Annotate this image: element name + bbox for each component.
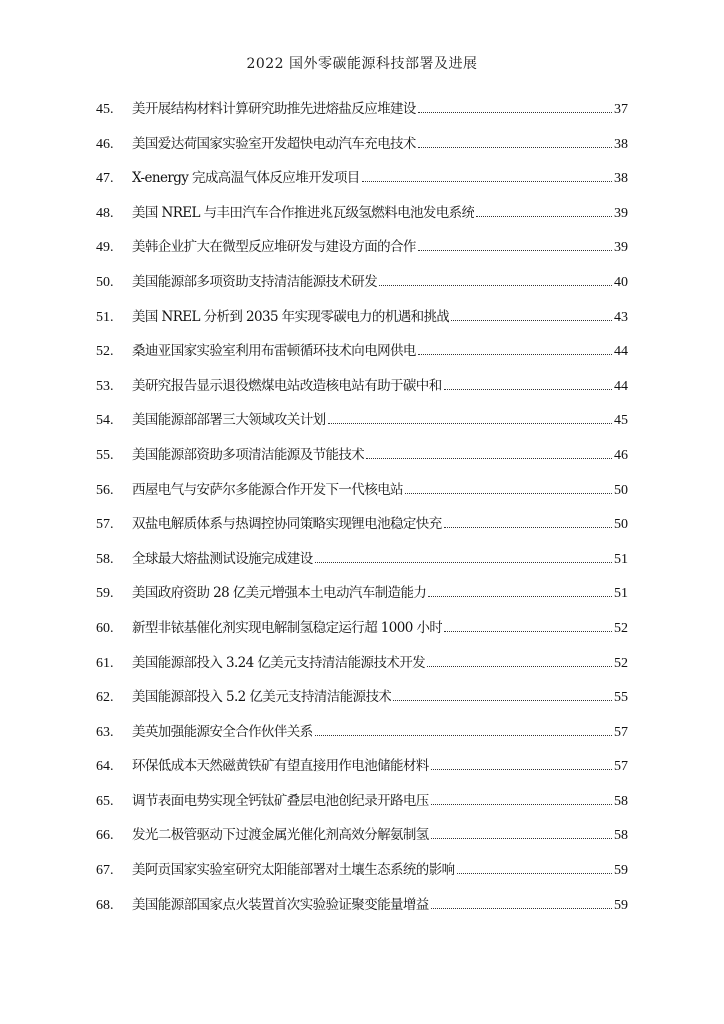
toc-entry-page-number: 40 bbox=[614, 274, 628, 290]
toc-entry-page-number: 59 bbox=[614, 897, 628, 913]
toc-entry-page-number: 50 bbox=[614, 517, 628, 533]
toc-entry[interactable] bbox=[96, 234, 628, 269]
toc-entry-page-number: 38 bbox=[614, 171, 628, 187]
toc-dot-leader bbox=[427, 666, 612, 667]
toc-entry-number: 60. bbox=[96, 620, 114, 636]
toc-entry[interactable] bbox=[96, 719, 628, 754]
toc-entry[interactable] bbox=[96, 580, 628, 615]
toc-entry-title: 美国能源部部署三大领域攻关计划 bbox=[132, 412, 326, 429]
toc-entry-page-number: 38 bbox=[614, 136, 628, 152]
toc-entry-title: 调节表面电势实现全钙钛矿叠层电池创纪录开路电压 bbox=[132, 792, 429, 809]
toc-dot-leader bbox=[444, 389, 612, 390]
toc-entry-number: 45. bbox=[96, 102, 114, 117]
toc-entry-page-number: 55 bbox=[614, 690, 628, 706]
toc-entry[interactable] bbox=[96, 442, 628, 477]
toc-entry-page-number: 58 bbox=[614, 828, 628, 844]
toc-entry-number: 49. bbox=[96, 240, 114, 256]
table-of-contents bbox=[96, 96, 628, 926]
toc-entry[interactable] bbox=[96, 96, 628, 131]
toc-dot-leader bbox=[379, 285, 612, 286]
toc-entry-page-number: 52 bbox=[614, 620, 628, 636]
toc-entry-title: 环保低成本天然磁黄铁矿有望直接用作电池储能材料 bbox=[132, 758, 429, 775]
toc-dot-leader bbox=[457, 873, 613, 874]
toc-entry[interactable] bbox=[96, 684, 628, 719]
toc-entry-number: 58. bbox=[96, 551, 114, 567]
toc-dot-leader bbox=[393, 700, 612, 701]
toc-dot-leader bbox=[451, 320, 612, 321]
toc-entry-number: 59. bbox=[96, 586, 114, 602]
toc-dot-leader bbox=[328, 423, 613, 424]
toc-dot-leader bbox=[431, 769, 612, 770]
toc-entry-page-number: 57 bbox=[614, 759, 628, 775]
toc-dot-leader bbox=[431, 804, 612, 805]
toc-entry-page-number: 44 bbox=[614, 378, 628, 394]
toc-entry-number: 62. bbox=[96, 690, 114, 706]
toc-dot-leader bbox=[418, 250, 612, 251]
toc-entry-number: 52. bbox=[96, 344, 114, 360]
toc-entry-page-number: 37 bbox=[614, 102, 628, 117]
toc-entry-page-number: 44 bbox=[614, 344, 628, 360]
toc-entry[interactable] bbox=[96, 407, 628, 442]
toc-entry[interactable] bbox=[96, 615, 628, 650]
toc-entry-title: 全球最大熔盐测试设施完成建设 bbox=[132, 550, 313, 567]
toc-entry-title: 美韩企业扩大在微型反应堆研发与建设方面的合作 bbox=[132, 239, 416, 256]
toc-entry-title: 新型非铱基催化剂实现电解制氢稳定运行超 1000 小时 bbox=[132, 619, 443, 636]
toc-entry[interactable] bbox=[96, 753, 628, 788]
toc-entry-page-number: 51 bbox=[614, 586, 628, 602]
toc-entry-number: 68. bbox=[96, 897, 114, 913]
toc-entry-page-number: 39 bbox=[614, 205, 628, 221]
toc-entry[interactable] bbox=[96, 373, 628, 408]
toc-entry-page-number: 57 bbox=[614, 724, 628, 740]
toc-entry[interactable] bbox=[96, 892, 628, 927]
toc-entry-number: 65. bbox=[96, 793, 114, 809]
toc-entry-title: 桑迪亚国家实验室利用布雷顿循环技术向电网供电 bbox=[132, 343, 416, 360]
toc-entry-number: 48. bbox=[96, 205, 114, 221]
toc-dot-leader bbox=[366, 458, 612, 459]
toc-entry-title: 美英加强能源安全合作伙伴关系 bbox=[132, 723, 313, 740]
toc-entry-page-number: 43 bbox=[614, 309, 628, 325]
toc-entry-title: 美国能源部投入 3.24 亿美元支持清洁能源技术开发 bbox=[132, 654, 426, 671]
toc-dot-leader bbox=[362, 181, 612, 182]
toc-entry-title: 美国能源部国家点火装置首次实验验证聚变能量增益 bbox=[132, 896, 429, 913]
toc-entry-number: 67. bbox=[96, 863, 114, 879]
toc-entry[interactable] bbox=[96, 304, 628, 339]
toc-entry[interactable] bbox=[96, 338, 628, 373]
toc-entry-number: 53. bbox=[96, 378, 114, 394]
toc-entry[interactable] bbox=[96, 131, 628, 166]
toc-dot-leader bbox=[444, 527, 612, 528]
toc-entry-page-number: 50 bbox=[614, 482, 628, 498]
toc-entry[interactable] bbox=[96, 857, 628, 892]
toc-entry[interactable] bbox=[96, 546, 628, 581]
toc-entry[interactable] bbox=[96, 200, 628, 235]
toc-entry-page-number: 52 bbox=[614, 655, 628, 671]
toc-entry-title: X-energy 完成高温气体反应堆开发项目 bbox=[132, 170, 360, 187]
toc-entry-number: 55. bbox=[96, 447, 114, 463]
toc-entry-page-number: 45 bbox=[614, 413, 628, 429]
toc-entry[interactable] bbox=[96, 165, 628, 200]
toc-dot-leader bbox=[405, 493, 612, 494]
toc-entry-title: 美研究报告显示退役燃煤电站改造核电站有助于碳中和 bbox=[132, 377, 442, 394]
toc-entry-title: 美国能源部多项资助支持清洁能源技术研发 bbox=[132, 273, 378, 290]
toc-entry[interactable] bbox=[96, 650, 628, 685]
toc-dot-leader bbox=[431, 908, 612, 909]
toc-entry-page-number: 58 bbox=[614, 793, 628, 809]
toc-dot-leader bbox=[431, 838, 612, 839]
toc-entry[interactable] bbox=[96, 788, 628, 823]
toc-entry-title: 发光二极管驱动下过渡金属光催化剂高效分解氨制氢 bbox=[132, 827, 429, 844]
toc-entry-page-number: 59 bbox=[614, 863, 628, 879]
toc-entry-number: 61. bbox=[96, 655, 114, 671]
toc-entry-title: 美国能源部资助多项清洁能源及节能技术 bbox=[132, 446, 365, 463]
toc-entry-title: 西屋电气与安萨尔多能源合作开发下一代核电站 bbox=[132, 481, 403, 498]
toc-entry-title: 美国政府资助 28 亿美元增强本土电动汽车制造能力 bbox=[132, 585, 427, 602]
toc-entry-number: 66. bbox=[96, 828, 114, 844]
toc-entry-number: 47. bbox=[96, 171, 114, 187]
toc-dot-leader bbox=[418, 354, 612, 355]
toc-entry-number: 64. bbox=[96, 759, 114, 775]
toc-entry-page-number: 39 bbox=[614, 240, 628, 256]
toc-dot-leader bbox=[476, 216, 612, 217]
toc-entry-page-number: 51 bbox=[614, 551, 628, 567]
toc-entry-title: 美国 NREL 与丰田汽车合作推进兆瓦级氢燃料电池发电系统 bbox=[132, 204, 475, 221]
toc-entry-number: 46. bbox=[96, 136, 114, 152]
toc-entry-number: 56. bbox=[96, 482, 114, 498]
toc-entry-number: 54. bbox=[96, 413, 114, 429]
toc-entry-title: 美阿贡国家实验室研究太阳能部署对土壤生态系统的影响 bbox=[132, 862, 455, 879]
toc-dot-leader bbox=[418, 112, 612, 113]
toc-dot-leader bbox=[444, 631, 612, 632]
toc-entry[interactable] bbox=[96, 822, 628, 857]
toc-entry-title: 双盐电解质体系与热调控协同策略实现锂电池稳定快充 bbox=[132, 516, 442, 533]
toc-entry-number: 63. bbox=[96, 724, 114, 740]
toc-entry[interactable] bbox=[96, 477, 628, 512]
toc-entry-number: 51. bbox=[96, 309, 114, 325]
toc-entry-title: 美开展结构材料计算研究助推先进熔盐反应堆建设 bbox=[132, 101, 416, 117]
toc-dot-leader bbox=[315, 562, 612, 563]
toc-dot-leader bbox=[428, 596, 612, 597]
toc-entry-title: 美国能源部投入 5.2 亿美元支持清洁能源技术 bbox=[132, 689, 392, 706]
toc-dot-leader bbox=[418, 147, 612, 148]
toc-entry-title: 美国 NREL 分析到 2035 年实现零碳电力的机遇和挑战 bbox=[132, 308, 450, 325]
toc-entry-number: 50. bbox=[96, 274, 114, 290]
toc-entry[interactable] bbox=[96, 511, 628, 546]
toc-entry-page-number: 46 bbox=[614, 447, 628, 463]
toc-dot-leader bbox=[315, 735, 612, 736]
page-header-title: 2022 国外零碳能源科技部署及进展 bbox=[246, 56, 478, 72]
toc-entry-number: 57. bbox=[96, 517, 114, 533]
toc-entry[interactable] bbox=[96, 269, 628, 304]
toc-entry-title: 美国爱达荷国家实验室开发超快电动汽车充电技术 bbox=[132, 135, 416, 152]
